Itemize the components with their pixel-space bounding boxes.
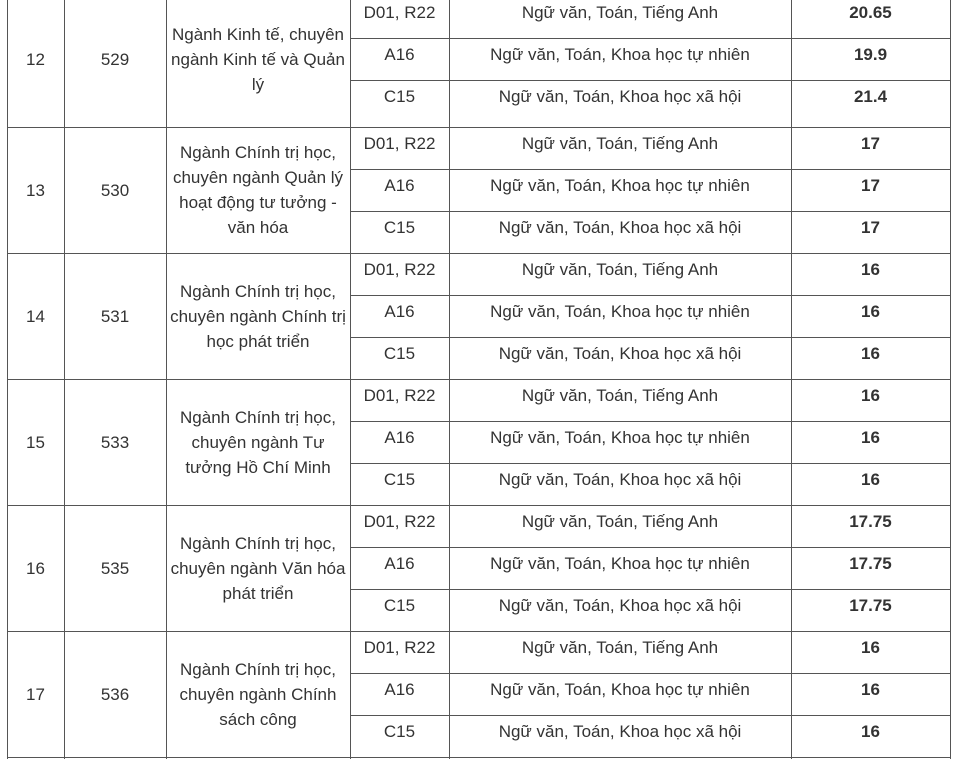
combo-code: A16 xyxy=(384,302,415,321)
subject-list: Ngữ văn, Toán, Tiếng Anh xyxy=(521,638,719,657)
cutoff-score: 16 xyxy=(861,344,880,363)
cutoff-score: 17.75 xyxy=(849,512,892,531)
cutoff-score: 17.75 xyxy=(849,554,892,573)
cutoff-score: 16 xyxy=(861,638,880,657)
row-divider xyxy=(350,421,951,422)
combo-code: C15 xyxy=(383,722,416,741)
cutoff-score: 17.75 xyxy=(849,596,892,615)
cutoff-score: 17 xyxy=(861,218,880,237)
cutoff-score: 17 xyxy=(861,134,880,153)
subject-list: Ngữ văn, Toán, Khoa học xã hội xyxy=(498,344,742,363)
row-divider xyxy=(7,505,951,506)
combo-code: C15 xyxy=(383,470,416,489)
combo-code: C15 xyxy=(383,218,416,237)
combo-code: C15 xyxy=(383,596,416,615)
subject-list: Ngữ văn, Toán, Tiếng Anh xyxy=(521,260,719,279)
combo-code: C15 xyxy=(383,87,416,106)
subject-list: Ngữ văn, Toán, Khoa học tự nhiên xyxy=(490,554,750,573)
subject-list: Ngữ văn, Toán, Tiếng Anh xyxy=(521,386,719,405)
subject-list: Ngữ văn, Toán, Khoa học tự nhiên xyxy=(490,176,750,195)
row-index: 17 xyxy=(26,685,45,704)
column-divider xyxy=(350,0,351,759)
cutoff-score: 20.65 xyxy=(849,3,892,22)
row-divider xyxy=(350,169,951,170)
major-code: 530 xyxy=(100,181,130,200)
cutoff-score: 16 xyxy=(861,386,880,405)
column-divider xyxy=(7,0,8,759)
cutoff-score: 19.9 xyxy=(853,45,888,64)
major-code: 533 xyxy=(100,433,130,452)
row-divider xyxy=(350,673,951,674)
cutoff-score: 16 xyxy=(861,260,880,279)
major-name: Ngành Chính trị học, chuyên ngành Chính trị học phát triển xyxy=(170,281,346,351)
row-index: 15 xyxy=(26,433,45,452)
cutoff-score: 17 xyxy=(861,176,880,195)
cutoff-score: 16 xyxy=(861,428,880,447)
column-divider xyxy=(166,0,167,759)
subject-list: Ngữ văn, Toán, Tiếng Anh xyxy=(521,512,719,531)
combo-code: D01, R22 xyxy=(363,386,436,405)
subject-list: Ngữ văn, Toán, Tiếng Anh xyxy=(521,134,719,153)
combo-code: A16 xyxy=(384,554,415,573)
major-name: Ngành Chính trị học, chuyên ngành Văn hóa phát triển xyxy=(170,533,346,603)
combo-code: D01, R22 xyxy=(363,3,436,22)
row-divider xyxy=(7,253,951,254)
major-code: 536 xyxy=(100,685,130,704)
row-divider xyxy=(350,80,951,81)
subject-list: Ngữ văn, Toán, Khoa học xã hội xyxy=(498,87,742,106)
cutoff-score: 16 xyxy=(861,680,880,699)
row-divider xyxy=(350,337,951,338)
major-name: Ngành Chính trị học, chuyên ngành Chính sách công xyxy=(179,659,337,729)
cutoff-score: 16 xyxy=(861,722,880,741)
subject-list: Ngữ văn, Toán, Tiếng Anh xyxy=(521,3,719,22)
combo-code: C15 xyxy=(383,344,416,363)
major-code: 531 xyxy=(100,307,130,326)
major-code: 535 xyxy=(100,559,130,578)
row-divider xyxy=(350,38,951,39)
cutoff-score: 21.4 xyxy=(853,87,888,106)
row-divider xyxy=(350,547,951,548)
column-divider xyxy=(791,0,792,759)
combo-code: D01, R22 xyxy=(363,260,436,279)
cutoff-score: 16 xyxy=(861,470,880,489)
row-divider xyxy=(7,379,951,380)
subject-list: Ngữ văn, Toán, Khoa học xã hội xyxy=(498,596,742,615)
subject-list: Ngữ văn, Toán, Khoa học tự nhiên xyxy=(490,680,750,699)
row-divider xyxy=(7,127,951,128)
subject-list: Ngữ văn, Toán, Khoa học xã hội xyxy=(498,470,742,489)
major-name: Ngành Chính trị học, chuyên ngành Tư tưởng Hồ Chí Minh xyxy=(180,407,336,477)
row-index: 14 xyxy=(26,307,45,326)
row-divider xyxy=(7,757,951,758)
subject-list: Ngữ văn, Toán, Khoa học xã hội xyxy=(498,722,742,741)
major-name: Ngành Chính trị học, chuyên ngành Quản lý hoạt động tư tưởng - văn hóa xyxy=(172,143,344,237)
row-divider xyxy=(350,463,951,464)
cutoff-score: 16 xyxy=(861,302,880,321)
combo-code: D01, R22 xyxy=(363,512,436,531)
subject-list: Ngữ văn, Toán, Khoa học tự nhiên xyxy=(490,45,750,64)
row-index: 16 xyxy=(26,559,45,578)
row-divider xyxy=(350,211,951,212)
combo-code: A16 xyxy=(384,680,415,699)
combo-code: A16 xyxy=(384,176,415,195)
major-name: Ngành Kinh tế, chuyên ngành Kinh tế và Quản lý xyxy=(171,24,345,94)
row-index: 13 xyxy=(26,181,45,200)
row-divider xyxy=(7,631,951,632)
combo-code: D01, R22 xyxy=(363,134,436,153)
column-divider xyxy=(449,0,450,759)
subject-list: Ngữ văn, Toán, Khoa học xã hội xyxy=(498,218,742,237)
combo-code: D01, R22 xyxy=(363,638,436,657)
row-index: 12 xyxy=(26,50,45,69)
combo-code: A16 xyxy=(384,428,415,447)
combo-code: A16 xyxy=(384,45,415,64)
column-divider xyxy=(950,0,951,759)
row-divider xyxy=(350,715,951,716)
column-divider xyxy=(64,0,65,759)
major-code: 529 xyxy=(100,50,130,69)
row-divider xyxy=(350,589,951,590)
subject-list: Ngữ văn, Toán, Khoa học tự nhiên xyxy=(490,302,750,321)
row-divider xyxy=(350,295,951,296)
subject-list: Ngữ văn, Toán, Khoa học tự nhiên xyxy=(490,428,750,447)
